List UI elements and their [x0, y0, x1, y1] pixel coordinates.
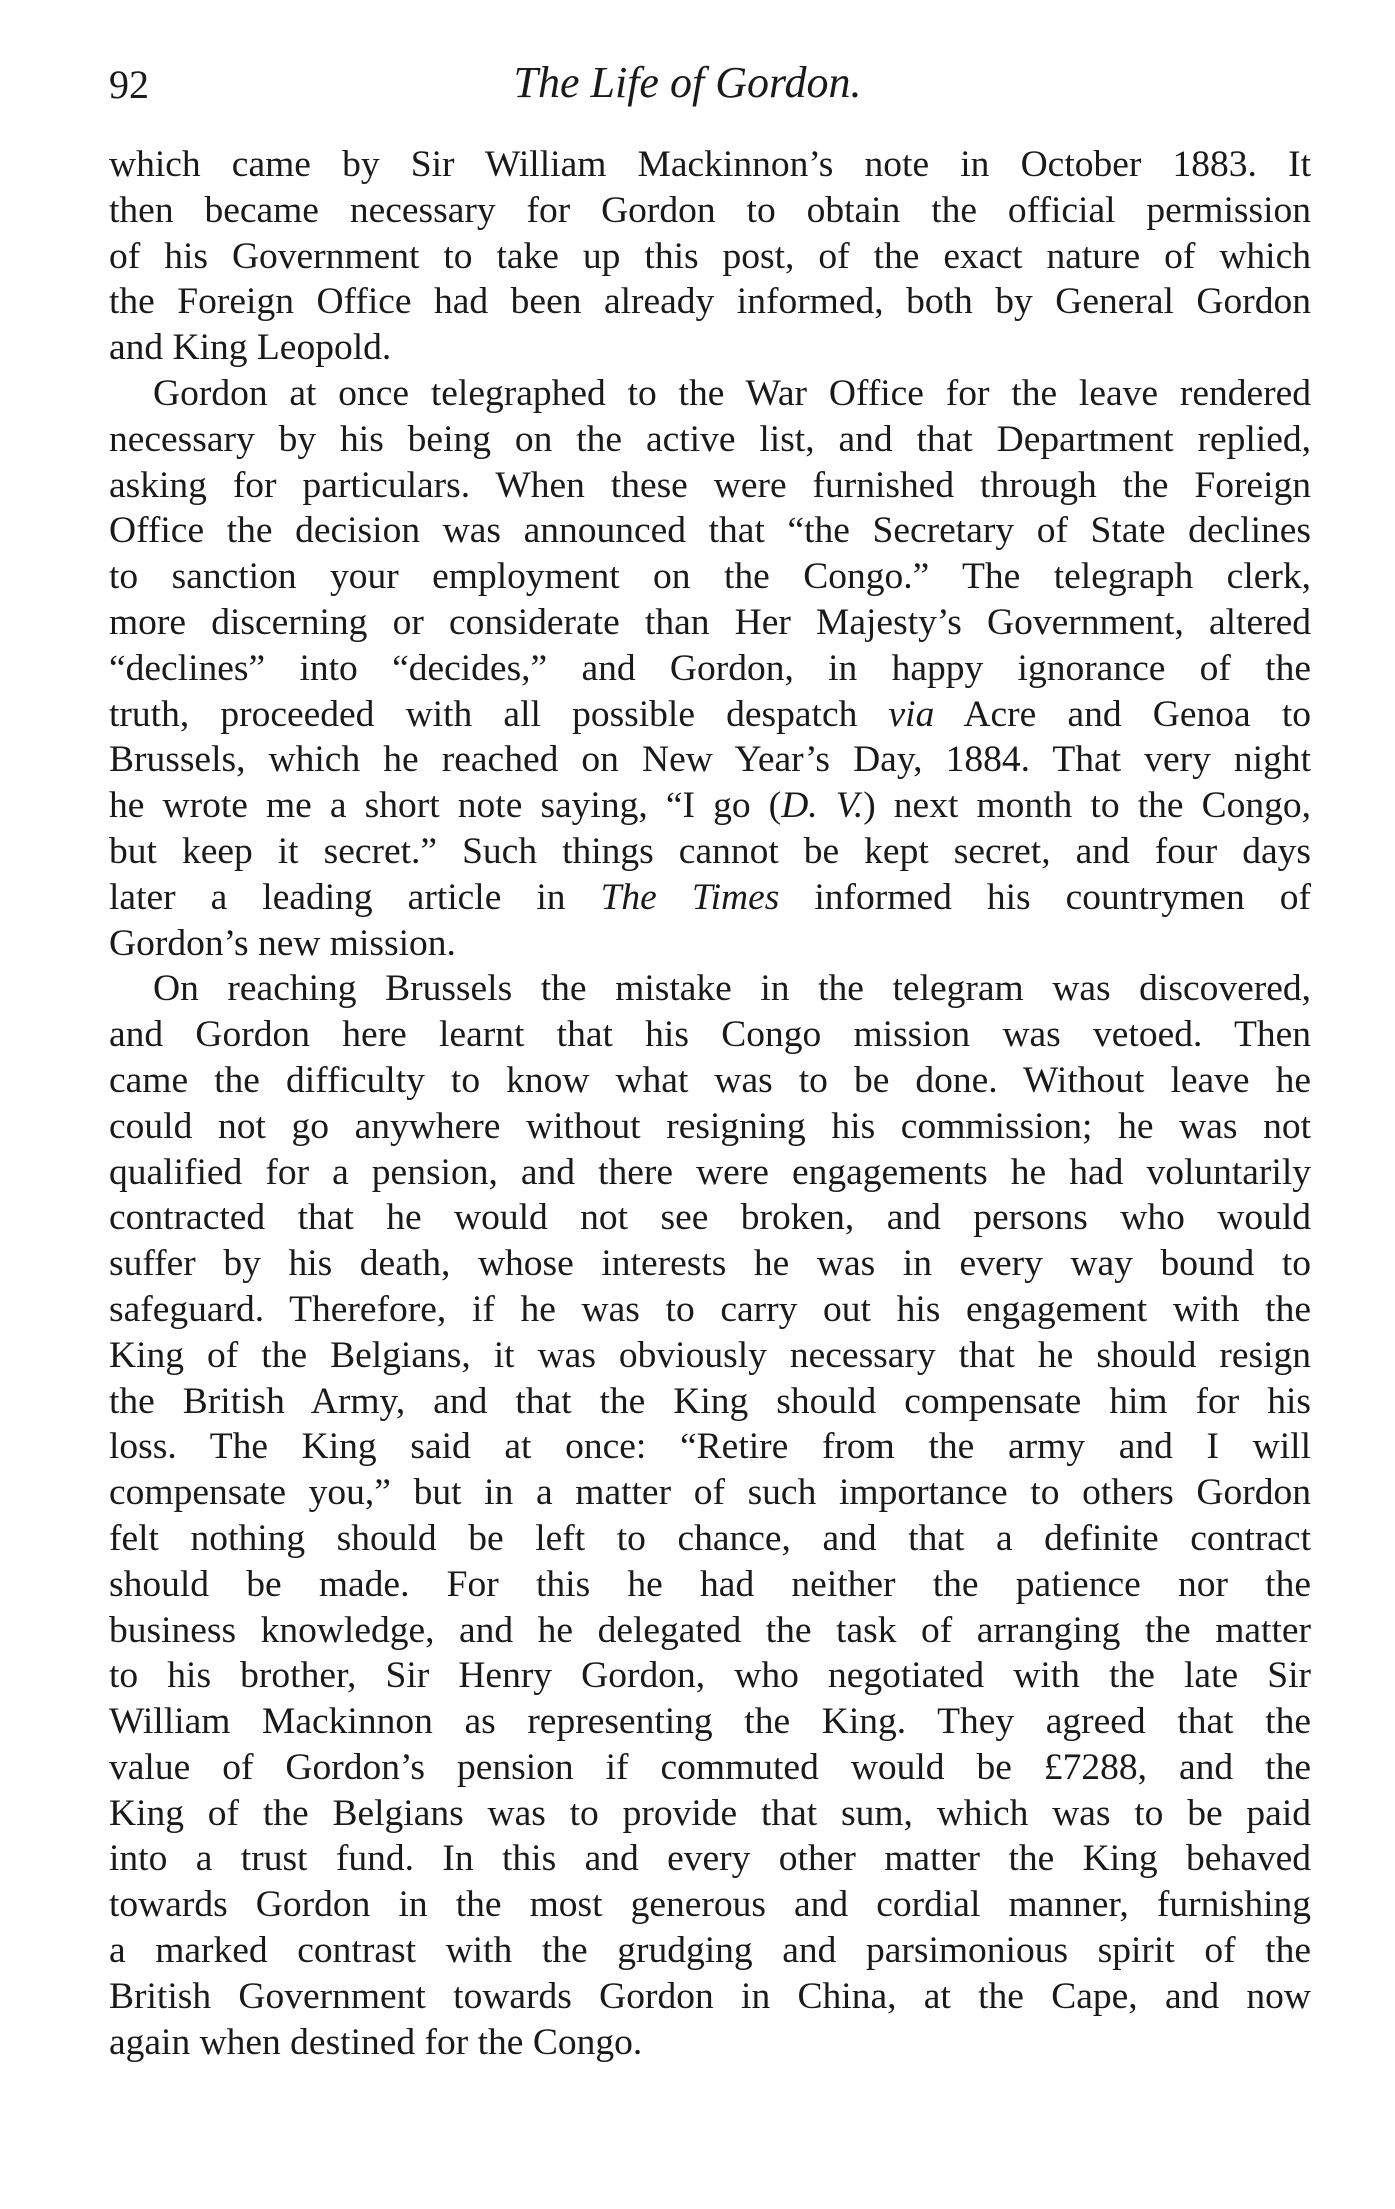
text-line: Office the decision was announced that “the Secretary of State declines	[109, 510, 1311, 552]
text-line: but keep it secret.” Such things cannot be kept secret, and four days	[109, 830, 1311, 872]
text-line: King of the Belgians was to provide that sum, which was to be paid	[109, 1792, 1311, 1834]
text-line: contracted that he would not see broken, and persons who would	[109, 1197, 1311, 1239]
text-line: which came by Sir William Mackinnon’s note in October 1883. It	[109, 144, 1311, 185]
text-line: William Mackinnon as representing the King. They agreed that the	[109, 1701, 1311, 1743]
italic-text: via	[888, 693, 935, 735]
text-line: value of Gordon’s pension if commuted would be £7288, and the	[109, 1746, 1311, 1788]
text-line: then became necessary for Gordon to obtain the official permission	[109, 189, 1311, 231]
text-line: to sanction your employment on the Congo.” The telegraph clerk,	[109, 556, 1311, 598]
text-line: should be made. For this he had neither the patience nor the	[109, 1563, 1311, 1605]
text-segment: he wrote me a short note saying, “I go (	[109, 785, 782, 827]
running-title	[0, 58, 1395, 108]
text-line: of his Government to take up this post, of the exact nature of which	[109, 235, 1311, 277]
text-segment: informed his countrymen of	[779, 876, 1311, 918]
page-number: 92	[109, 62, 149, 107]
text-line: compensate you,” but in a matter of such importance to others Gordon	[109, 1472, 1311, 1514]
text-line	[109, 875, 1311, 921]
text-line: business knowledge, and he delegated the task of arranging the matter	[109, 1609, 1311, 1651]
text-line: came the difficulty to know what was to be done. Without leave he	[109, 1059, 1311, 1101]
text-segment: truth, proceeded with all possible despatch	[109, 693, 889, 735]
running-title-text: The Life of Gordon.	[513, 58, 862, 107]
text-line: and Gordon here learnt that his Congo mission was vetoed. Then	[109, 1014, 1311, 1056]
text-line	[109, 692, 1311, 738]
text-line: loss. The King said at once: “Retire from the army and I will	[109, 1426, 1311, 1468]
text-line: could not go anywhere without resigning his commission; he was not	[109, 1105, 1311, 1147]
text-line: “declines” into “decides,” and Gordon, in happy ignorance of the	[109, 647, 1311, 689]
text-line: the British Army, and that the King should compensate him for his	[109, 1380, 1311, 1422]
body-text	[109, 142, 1311, 2065]
text-segment: Acre and Genoa to	[934, 693, 1311, 735]
text-line: a marked contrast with the grudging and parsimonious spirit of the	[109, 1930, 1311, 1972]
text-line: On reaching Brussels the mistake in the telegram was discovered,	[153, 968, 1311, 1010]
text-line: felt nothing should be left to chance, and that a definite contract	[109, 1517, 1311, 1559]
text-line: into a trust fund. In this and every other matter the King behaved	[109, 1838, 1311, 1880]
text-line: Brussels, which he reached on New Year’s Day, 1884. That very night	[109, 739, 1311, 781]
text-line: towards Gordon in the most generous and cordial manner, furnishing	[109, 1884, 1311, 1926]
text-line: and King Leopold.	[109, 327, 392, 369]
text-line: the Foreign Office had been already informed, both by General Gordon	[109, 281, 1311, 323]
text-line: Gordon at once telegraphed to the War Office for the leave rendered	[153, 372, 1311, 414]
italic-text: D. V.	[781, 785, 864, 827]
text-line: to his brother, Sir Henry Gordon, who negotiated with the late Sir	[109, 1655, 1311, 1697]
italic-text: The Times	[600, 876, 780, 918]
text-line: suffer by his death, whose interests he was in every way bound to	[109, 1243, 1311, 1285]
text-line: asking for particulars. When these were furnished through the Foreign	[109, 464, 1311, 506]
paragraph	[109, 966, 1311, 2065]
text-line: necessary by his being on the active list, and that Department replied,	[109, 418, 1311, 460]
text-line	[109, 783, 1311, 829]
text-line: again when destined for the Congo.	[109, 2021, 643, 2063]
text-line: more discerning or considerate than Her Majesty’s Government, altered	[109, 601, 1311, 643]
text-segment: later a leading article in	[109, 876, 601, 918]
text-line: safeguard. Therefore, if he was to carry out his engagement with the	[109, 1288, 1311, 1330]
text-line: King of the Belgians, it was obviously necessary that he should resign	[109, 1334, 1311, 1376]
text-line: qualified for a pension, and there were engagements he had voluntarily	[109, 1151, 1311, 1193]
text-segment: ) next month to the Congo,	[863, 785, 1312, 827]
paragraph	[109, 371, 1311, 966]
text-line: Gordon’s new mission.	[109, 922, 456, 964]
text-line: British Government towards Gordon in China, at the Cape, and now	[109, 1975, 1311, 2017]
paragraph	[109, 142, 1311, 371]
